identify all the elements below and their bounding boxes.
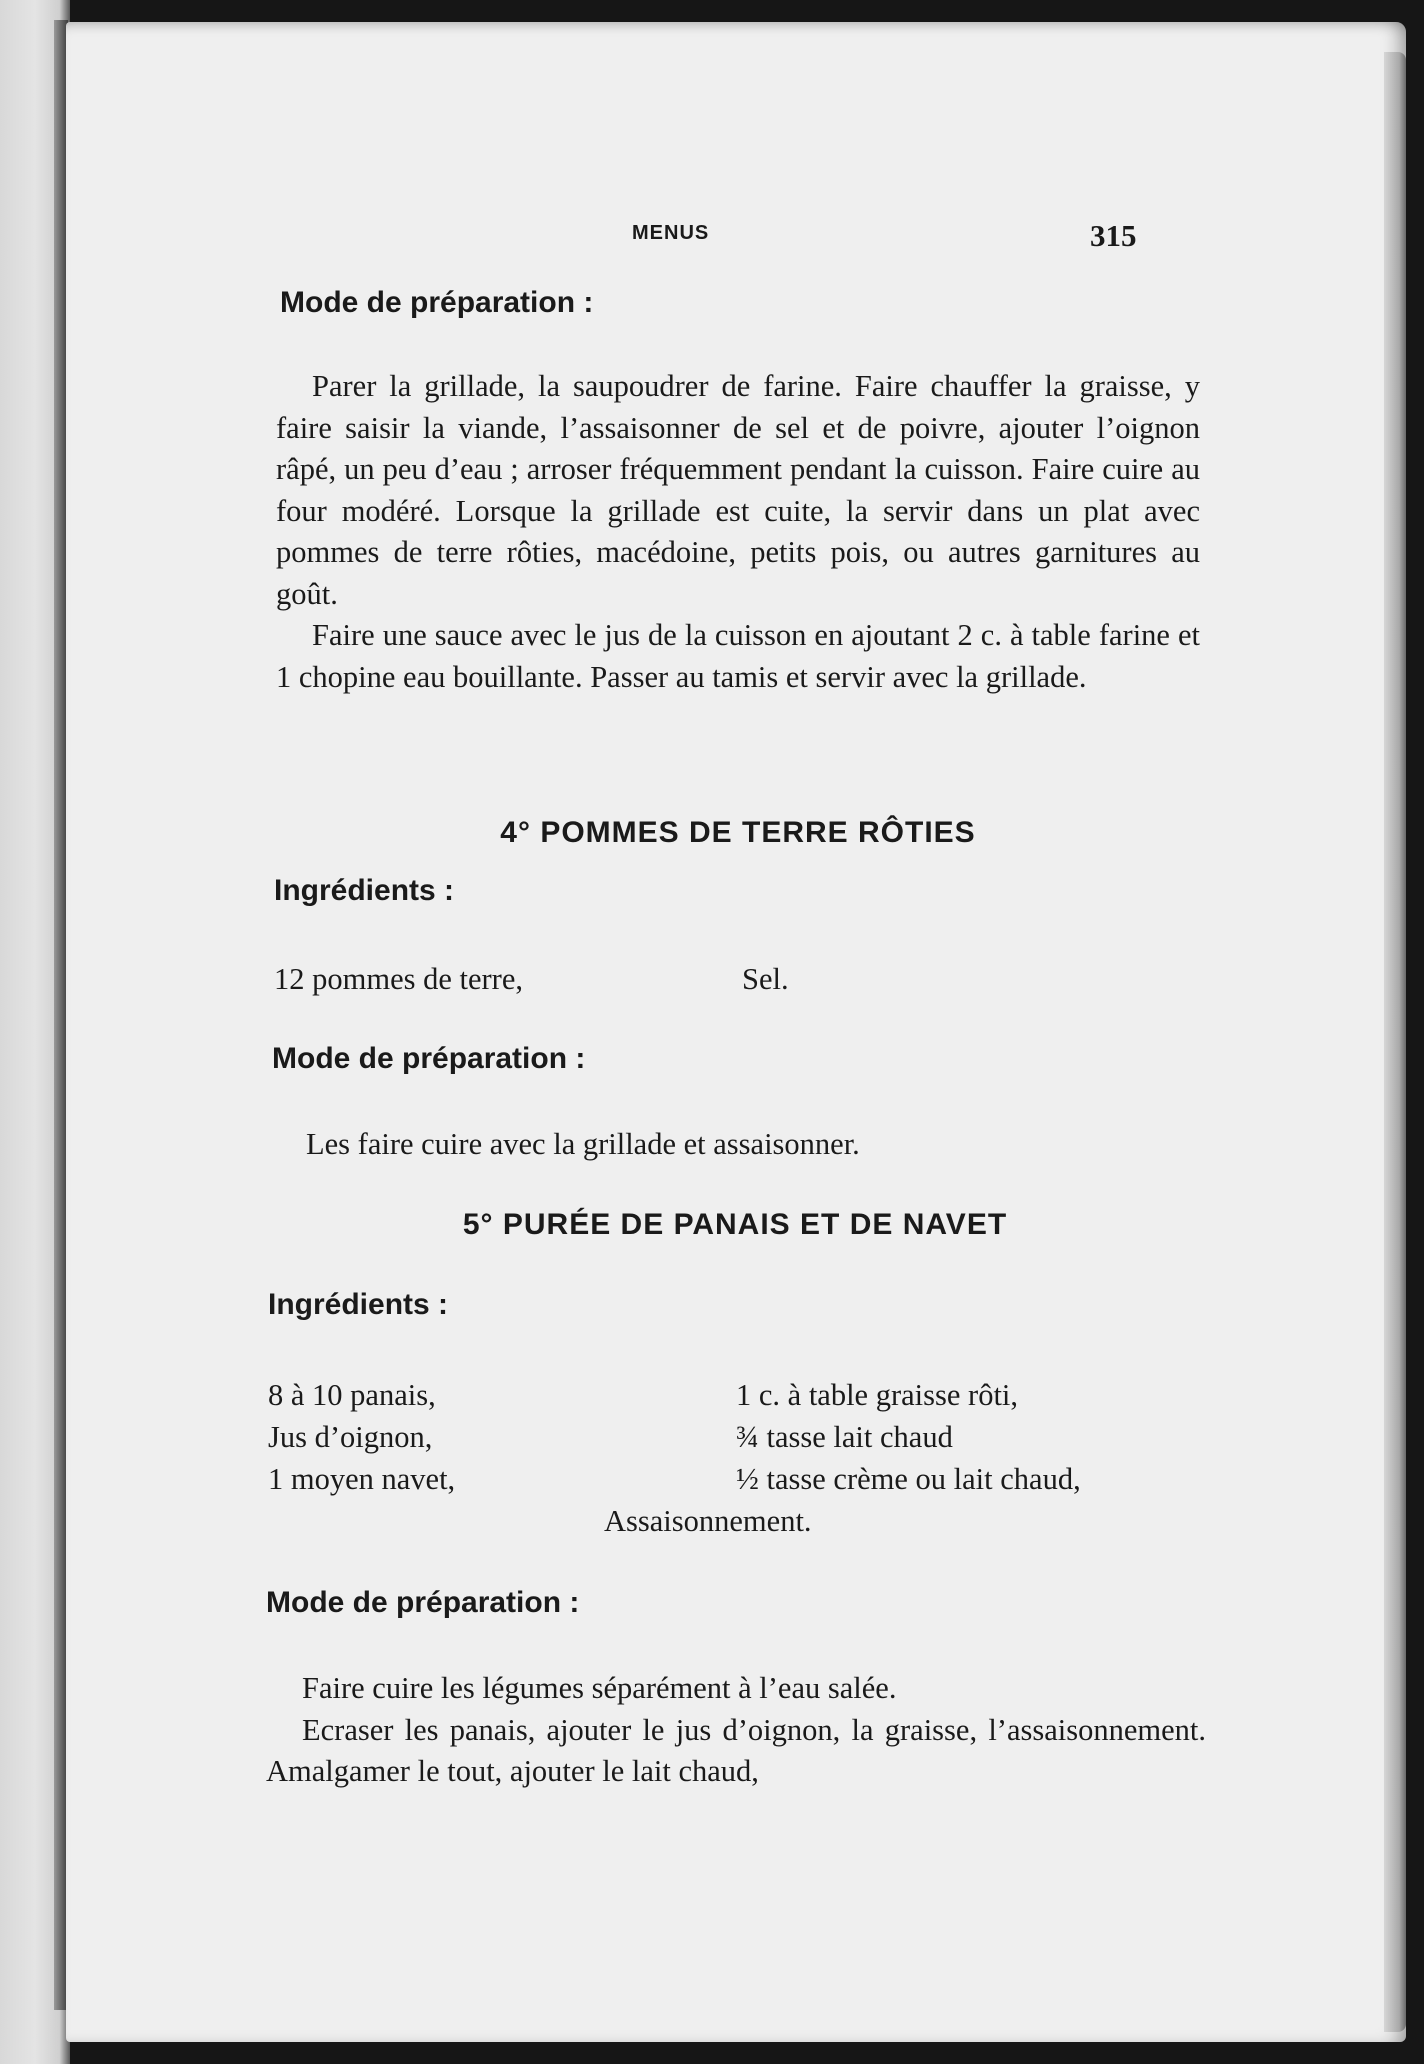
ingredient-item: 8 à 10 panais, [268, 1378, 436, 1412]
ingredient-item: ¾ tasse lait chaud [736, 1420, 953, 1454]
ingredient-item: Sel. [742, 962, 789, 996]
prep-heading-4: Mode de préparation : [272, 1042, 586, 1075]
page-edge [1384, 52, 1406, 2032]
paragraph: Parer la grillade, la saupoudrer de farine. Faire chauffer la graisse, y faire saisir la viande, l’assaisonner de sel et de poivre, ajouter l’oignon râpé, un peu d’eau ; arroser fréquemment pendant la cuisson. Faire cuire au four modéré. Lorsque la grillade est cuite, la servir dans un plat avec pommes de terre rôties, macédoine, petits pois, ou autres garnitures au goût. [276, 369, 1200, 611]
page-number: 315 [1090, 218, 1137, 253]
ingredient-item: 1 c. à table graisse rôti, [736, 1378, 1019, 1412]
running-head: MENUS [632, 222, 710, 244]
paragraph: Faire cuire les légumes séparément à l’eau salée. [302, 1671, 897, 1705]
section-title-5: 5° PURÉE DE PANAIS ET DE NAVET [462, 1208, 1008, 1241]
book-page [66, 22, 1406, 2042]
section-title-4: 4° POMMES DE TERRE RÔTIES [500, 816, 976, 849]
ingredient-row [274, 958, 1204, 1000]
prep-heading-3: Mode de préparation : [280, 286, 594, 319]
paragraph: Faire une sauce avec le jus de la cuisson en ajoutant 2 c. à table farine et 1 chopine eau bouillante. Passer au tamis et servir avec la grillade. [276, 618, 1200, 694]
prep-heading-5: Mode de préparation : [266, 1586, 580, 1619]
prep-text-5 [266, 1668, 1206, 1793]
ingredients-heading-4: Ingrédients : [274, 874, 455, 907]
ingredient-item: 12 pommes de terre, [274, 962, 524, 996]
ingredient-row [268, 1458, 1208, 1500]
paragraph: Ecraser les panais, ajouter le jus d’oignon, la graisse, l’assaisonnement. Amalgamer le tout, ajouter le lait chaud, [266, 1712, 1206, 1788]
prep-text-3 [276, 366, 1200, 698]
page-header [66, 218, 1406, 258]
ingredient-item: 1 moyen navet, [268, 1462, 456, 1496]
ingredient-row [268, 1416, 1208, 1458]
ingredient-row [268, 1500, 1208, 1542]
ingredients-list-5 [268, 1374, 1208, 1542]
ingredient-item: ½ tasse crème ou lait chaud, [736, 1462, 1081, 1496]
ingredients-heading-5: Ingrédients : [268, 1288, 449, 1321]
ingredient-item: Assaisonnement. [604, 1504, 812, 1538]
ingredient-row [268, 1374, 1208, 1416]
paragraph: Les faire cuire avec la grillade et assaisonner. [306, 1127, 860, 1161]
ingredient-item: Jus d’oignon, [268, 1420, 433, 1454]
